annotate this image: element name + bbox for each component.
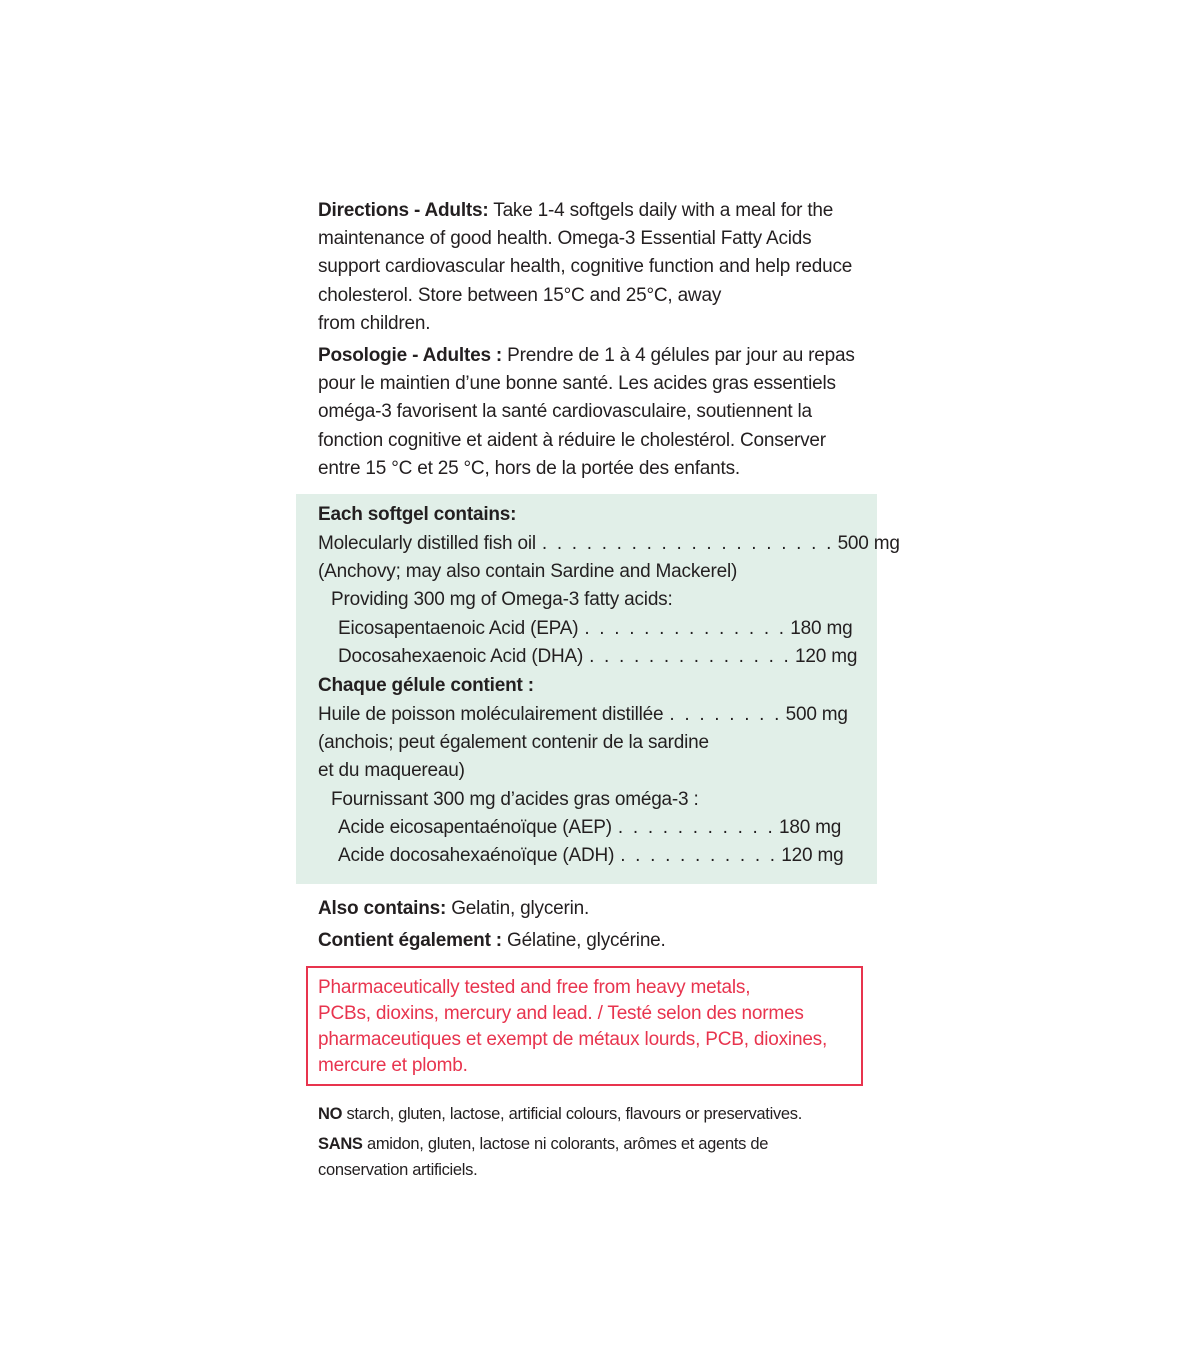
ingredient-amount: 500 mg <box>837 533 900 554</box>
tested-notice-line-3: pharmaceutiques et exempt de métaux lourds, PCB, dioxines, <box>318 1029 828 1050</box>
ingredient-amount: 180 mg <box>790 617 853 639</box>
ingredient-amount: 500 mg <box>785 703 848 725</box>
facts-fr-providing: Fournissant 300 mg d’acides gras oméga-3 : <box>331 788 699 810</box>
also-en-heading: Also contains: <box>318 898 447 919</box>
facts-en-epa-row <box>318 615 873 643</box>
facts-en-source: (Anchovy; may also contain Sardine and Mackerel) <box>318 561 738 583</box>
free-from-fr-heading: SANS <box>318 1135 363 1153</box>
ingredient-amount: 120 mg <box>781 844 844 866</box>
facts-en-dha-row <box>318 643 873 671</box>
ingredient-name: Eicosapentaenoic Acid (EPA) <box>338 617 579 639</box>
facts-fr-source-line-1: (anchois; peut également contenir de la sardine <box>318 732 709 754</box>
directions-fr-heading: Posologie - Adultes : <box>318 345 503 366</box>
directions-english <box>318 197 878 338</box>
ingredient-name: Docosahexaenoic Acid (DHA) <box>338 645 584 667</box>
leader-dots: . . . . . . . . . . . . . . <box>589 645 792 667</box>
free-from-french <box>318 1131 768 1183</box>
directions-fr-line-4: fonction cognitive et aident à réduire le cholestérol. Conserver <box>318 429 826 451</box>
directions-fr-line-3: oméga-3 favorisent la santé cardiovasculaire, soutiennent la <box>318 401 812 423</box>
facts-en-fish-oil-row <box>318 530 900 558</box>
ingredient-name: Acide eicosapentaénoïque (AEP) <box>338 816 612 838</box>
also-contains-english <box>318 895 589 923</box>
free-from-en-heading: NO <box>318 1105 343 1123</box>
directions-en-line-4: cholesterol. Store between 15°C and 25°C, away <box>318 284 722 306</box>
ingredient-amount: 120 mg <box>795 645 858 667</box>
supplement-facts-content <box>318 500 900 870</box>
tested-notice-box <box>306 966 863 1086</box>
ingredient-name: Huile de poisson moléculairement distillée <box>318 703 664 725</box>
facts-fr-fish-oil-row <box>318 701 873 729</box>
ingredient-name: Acide docosahexaénoïque (ADH) <box>338 844 615 866</box>
ingredient-amount: 180 mg <box>778 816 842 838</box>
facts-fr-aep-row <box>318 814 873 842</box>
facts-en-providing: Providing 300 mg of Omega-3 fatty acids: <box>331 589 673 611</box>
supplement-facts-panel <box>296 494 900 884</box>
facts-fr-source-line-2: et du maquereau) <box>318 760 465 782</box>
free-from-english <box>318 1101 802 1127</box>
also-fr-text: Gélatine, glycérine. <box>501 930 666 951</box>
facts-en-heading: Each softgel contains: <box>318 504 517 525</box>
leader-dots: . . . . . . . . . . . . . . <box>584 617 787 639</box>
directions-en-line-3: support cardiovascular health, cognitive function and help reduce <box>318 256 853 278</box>
facts-fr-adh-row <box>318 842 873 870</box>
tested-notice-text <box>318 975 827 1079</box>
directions-fr-line-5: entre 15 °C et 25 °C, hors de la portée des enfants. <box>318 457 740 479</box>
tested-notice-line-4: mercure et plomb. <box>318 1055 468 1076</box>
directions-fr-line-2: pour le maintien d’une bonne santé. Les acides gras essentiels <box>318 373 836 395</box>
also-contains-french <box>318 927 666 955</box>
tested-notice-line-2: PCBs, dioxins, mercury and lead. / Testé selon des normes <box>318 1003 804 1024</box>
leader-dots: . . . . . . . . . . . <box>620 844 778 866</box>
ingredient-name: Molecularly distilled fish oil <box>318 533 536 554</box>
directions-en-line-1: Directions - Adults: Take 1-4 softgels daily with a meal for the <box>318 200 834 221</box>
free-from-fr-text-line-1: amidon, gluten, lactose ni colorants, arômes et agents de <box>362 1135 769 1153</box>
directions-fr-line-1: Posologie - Adultes : Prendre de 1 à 4 gélules par jour au repas <box>318 345 855 366</box>
directions-en-heading: Directions - Adults: <box>318 200 489 221</box>
free-from-fr-text-line-2: conservation artificiels. <box>318 1161 478 1179</box>
directions-french <box>318 342 878 483</box>
also-fr-heading: Contient également : <box>318 930 502 951</box>
leader-dots: . . . . . . . . <box>669 703 782 725</box>
leader-dots: . . . . . . . . . . . . . . . . . . . . <box>541 533 834 554</box>
directions-en-line-5: from children. <box>318 312 431 334</box>
free-from-en-text: starch, gluten, lactose, artificial colours, flavours or preservatives. <box>342 1105 803 1123</box>
tested-notice-line-1: Pharmaceutically tested and free from heavy metals, <box>318 977 751 998</box>
leader-dots: . . . . . . . . . . . <box>617 816 775 838</box>
facts-fr-heading: Chaque gélule contient : <box>318 674 534 696</box>
directions-en-line-2: maintenance of good health. Omega-3 Essential Fatty Acids <box>318 228 812 250</box>
also-en-text: Gelatin, glycerin. <box>446 898 590 919</box>
